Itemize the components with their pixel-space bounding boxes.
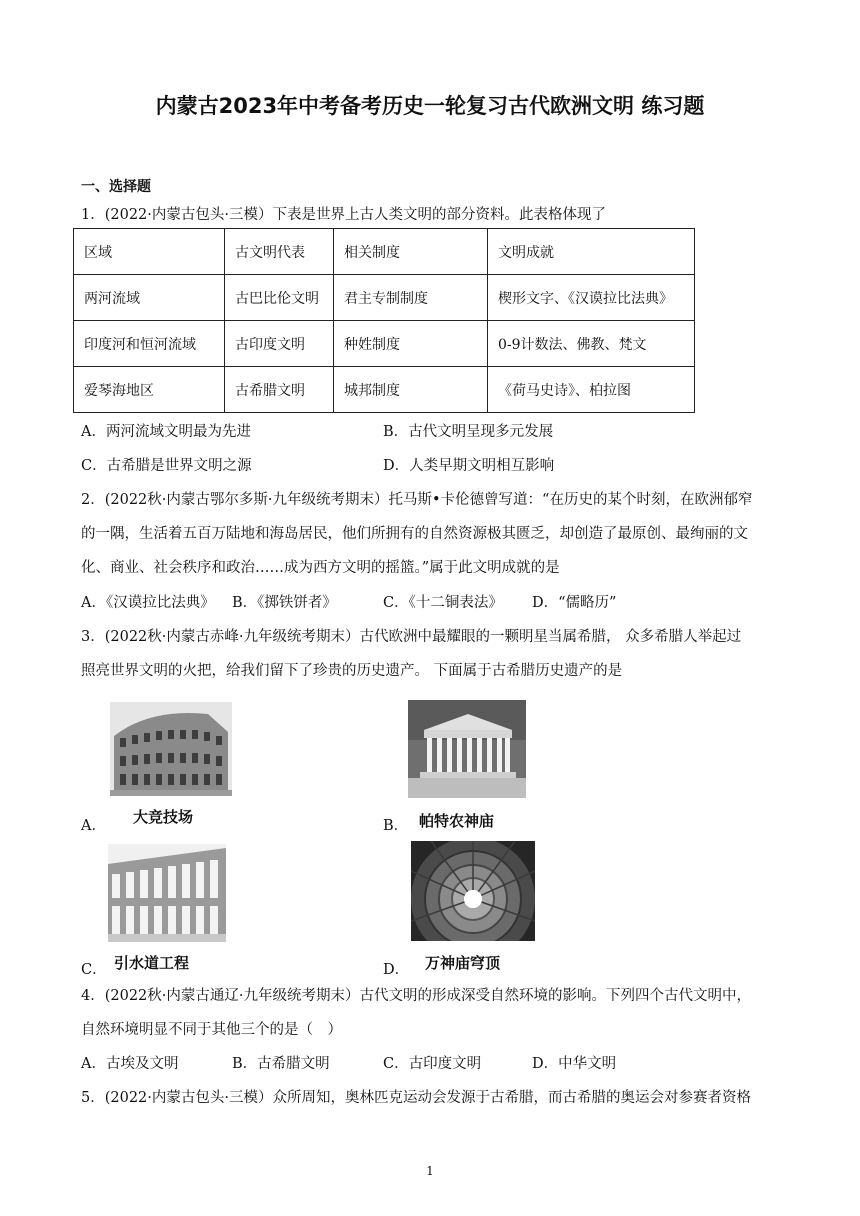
parthenon-image xyxy=(408,700,526,798)
q3-option-c-caption: 引水道工程 xyxy=(114,954,190,972)
table-cell: 古巴比伦文明 xyxy=(225,275,334,321)
q3-option-b-letter[interactable]: B． xyxy=(383,818,409,834)
q2-option-b[interactable]: B．《掷铁饼者》 xyxy=(232,595,337,611)
table-cell: 印度河和恒河流域 xyxy=(74,321,225,367)
question-5-line: 5．(2022·内蒙古包头·三模）众所周知，奥林匹克运动会发源于古希腊，而古希腊的奥运会对参赛者资格 xyxy=(81,1090,751,1106)
question-4-line: 自然环境明显不同于其他三个的是（ ） xyxy=(81,1022,342,1038)
q4-option-c[interactable]: C．古印度文明 xyxy=(383,1056,482,1072)
q3-option-b-caption: 帕特农神庙 xyxy=(419,812,495,830)
q1-option-a[interactable]: A．两河流域文明最为先进 xyxy=(81,424,251,440)
q4-option-b[interactable]: B．古希腊文明 xyxy=(232,1056,330,1072)
q2-option-a[interactable]: A．《汉谟拉比法典》 xyxy=(81,595,215,611)
page-number: 1 xyxy=(426,1164,434,1178)
table-cell: 楔形文字、《汉谟拉比法典》 xyxy=(488,275,695,321)
table-header-row xyxy=(74,229,695,275)
aqueduct-image xyxy=(108,844,226,942)
table-cell: 两河流域 xyxy=(74,275,225,321)
document-title: 内蒙古2023年中考备考历史一轮复习古代欧洲文明 练习题 xyxy=(155,94,705,118)
table-cell: 爱琴海地区 xyxy=(74,367,225,413)
section-heading: 一、选择题 xyxy=(81,179,151,195)
table-cell: 古希腊文明 xyxy=(225,367,334,413)
q3-option-a-caption: 大竞技场 xyxy=(133,808,194,826)
colosseum-image xyxy=(110,702,232,796)
q3-option-d-letter[interactable]: D． xyxy=(383,962,410,978)
q1-option-c[interactable]: C．古希腊是世界文明之源 xyxy=(81,458,252,474)
q4-option-a[interactable]: A．古埃及文明 xyxy=(81,1056,179,1072)
q1-option-b[interactable]: B．古代文明呈现多元发展 xyxy=(383,424,554,440)
q3-option-a-letter[interactable]: A． xyxy=(81,818,106,834)
question-2-line: 的一隅，生活着五百万陆地和海岛居民，他们所拥有的自然资源极其匮乏，却创造了最原创、最绚丽的文 xyxy=(81,526,748,542)
q3-option-d-caption: 万神庙穹顶 xyxy=(425,954,501,972)
table-row xyxy=(74,367,695,413)
civilization-table xyxy=(73,228,695,413)
q3-option-c-letter[interactable]: C． xyxy=(81,962,107,978)
question-2-line: 2．(2022秋·内蒙古鄂尔多斯·九年级统考期末）托马斯•卡伦德曾写道：“在历史的某个时刻，在欧洲郁窄 xyxy=(81,492,753,508)
question-4-line: 4．(2022秋·内蒙古通辽·九年级统考期末）古代文明的形成深受自然环境的影响。下列四个古代文明中， xyxy=(81,988,751,1004)
q2-option-d[interactable]: D．“儒略历” xyxy=(532,595,617,611)
table-cell: 君主专制制度 xyxy=(334,275,488,321)
table-cell: 种姓制度 xyxy=(334,321,488,367)
question-1-stem: 1．(2022·内蒙古包头·三模）下表是世界上古人类文明的部分资料。此表格体现了 xyxy=(81,207,606,223)
pantheon-dome-image xyxy=(411,841,535,941)
table-cell: 0-9计数法、佛教、梵文 xyxy=(488,321,695,367)
question-3-line: 照亮世界文明的火把，给我们留下了珍贵的历史遗产。 下面属于古希腊历史遗产的是 xyxy=(81,663,623,679)
table-header-cell: 相关制度 xyxy=(334,229,488,275)
table-row xyxy=(74,321,695,367)
q2-option-c[interactable]: C．《十二铜表法》 xyxy=(383,595,503,611)
question-2-line: 化、商业、社会秩序和政治……成为西方文明的摇篮。”属于此文明成就的是 xyxy=(81,560,560,576)
table-cell: 《荷马史诗》、柏拉图 xyxy=(488,367,695,413)
table-header-cell: 区域 xyxy=(74,229,225,275)
q4-option-d[interactable]: D．中华文明 xyxy=(532,1056,617,1072)
table-cell: 城邦制度 xyxy=(334,367,488,413)
question-3-line: 3．(2022秋·内蒙古赤峰·九年级统考期末）古代欧洲中最耀眼的一颗明星当属希腊， 众多希腊人举起过 xyxy=(81,629,742,645)
table-row xyxy=(74,275,695,321)
table-header-cell: 文明成就 xyxy=(488,229,695,275)
table-cell: 古印度文明 xyxy=(225,321,334,367)
q1-option-d[interactable]: D．人类早期文明相互影响 xyxy=(383,458,555,474)
table-header-cell: 古文明代表 xyxy=(225,229,334,275)
